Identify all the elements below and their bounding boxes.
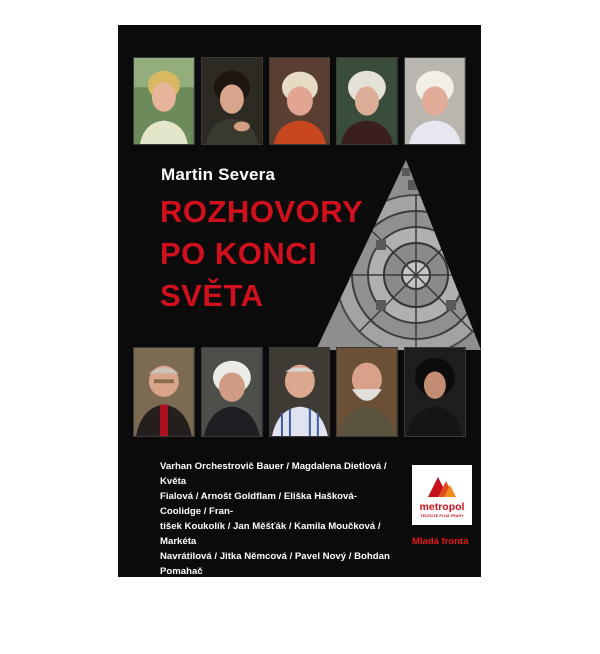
names-line: Navrátilová / Jitka Němcová / Pavel Nový / Bohdan Pomahač <box>160 551 390 577</box>
portrait-photo <box>269 347 331 437</box>
names-line: tišek Koukolík / Jan Měšťák / Kamila Moučková / Markéta <box>160 521 381 547</box>
names-line: ček / Jiří Suchý / Helena Suková / Karel Štědrý / Jana Ště- <box>160 611 376 637</box>
portrait-photo <box>404 57 466 145</box>
interviewee-names <box>160 459 390 654</box>
book-cover <box>118 25 481 652</box>
aztec-calendar-pyramid <box>316 160 481 350</box>
metropol-triangle-icon <box>412 465 472 501</box>
portrait-photo <box>336 57 398 145</box>
names-line: pánková / Miroslav Vitouš / Jan Vodňanský <box>160 641 356 652</box>
portrait-photo <box>133 57 195 145</box>
publisher-name: Mladá fronta <box>412 536 469 547</box>
author-name: Martin Severa <box>161 165 276 184</box>
title-line: SVĚTA <box>160 278 264 313</box>
portrait-photo <box>336 347 398 437</box>
title-line: PO KONCI <box>160 236 318 271</box>
logo-subtitle: TELEVIZE PLNÁ PRAHY <box>420 514 464 518</box>
metropol-logo <box>412 465 472 525</box>
bottom-portrait-row <box>133 347 466 437</box>
portrait-photo <box>201 57 263 145</box>
top-portrait-row <box>133 57 466 145</box>
portrait-photo <box>133 347 195 437</box>
portrait-photo <box>269 57 331 145</box>
portrait-photo <box>201 347 263 437</box>
names-line: Fialová / Arnošt Goldflam / Eliška Hašková-Coolidge / Fran- <box>160 491 357 517</box>
title-line: ROZHOVORY <box>160 194 364 229</box>
names-line: Yvonne Přenosilová / Štěpán Rak / Jiří Sliva / Felix Slová- <box>160 581 389 607</box>
logo-name: metropol <box>419 501 465 513</box>
portrait-photo <box>404 347 466 437</box>
names-line: Varhan Orchestrovič Bauer / Magdalena Dietlová / Květa <box>160 461 387 487</box>
